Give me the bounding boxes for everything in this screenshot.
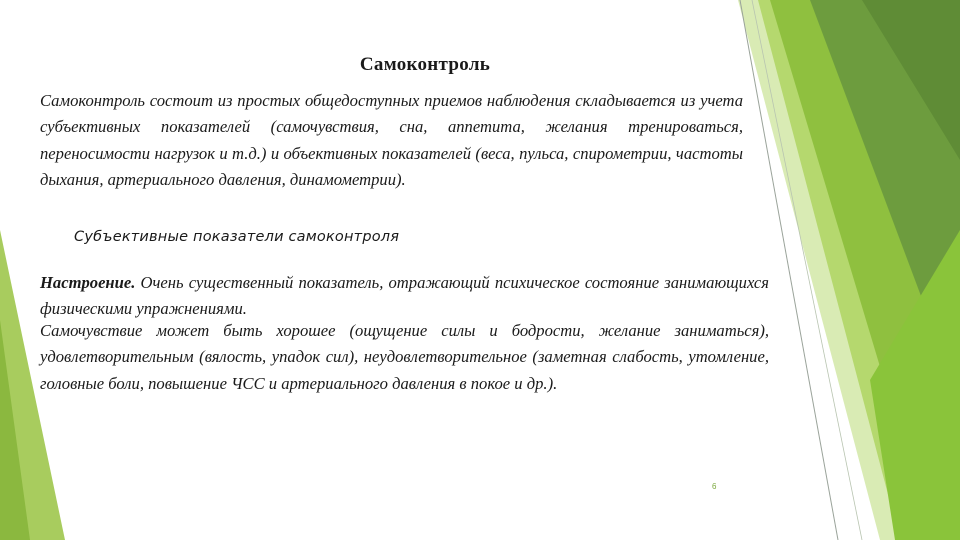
slide-title: Самоконтроль: [359, 54, 491, 75]
page-number: 6: [712, 482, 717, 491]
section-subheading: Субъективные показатели самоконтроля: [74, 229, 400, 245]
mood-description: Очень существенный показатель, отражающий психическое состояние занимающихся физическими упражнениями.: [40, 273, 769, 319]
mood-lead-term: Настроение.: [40, 273, 136, 292]
wellbeing-paragraph: Самочувствие может быть хорошее (ощущение силы и бодрости, желание заниматься), удовлетворительным (вялость, упадок сил), неудовлетворительное (заметная слабость, утомление, головные боли, повышение ЧСС и артериального давления в покое и др.).: [40, 321, 769, 393]
mood-paragraph: [40, 270, 769, 323]
intro-paragraph: Самоконтроль состоит из простых общедоступных приемов наблюдения складывается из учета субъективных показателей (самочувствия, сна, аппетита, желания тренироваться, переносимости нагрузок и т.д.) и объективных показателей (веса, пульса, спирометрии, частоты дыхания, артериального давления, динамометрии).: [40, 91, 743, 189]
